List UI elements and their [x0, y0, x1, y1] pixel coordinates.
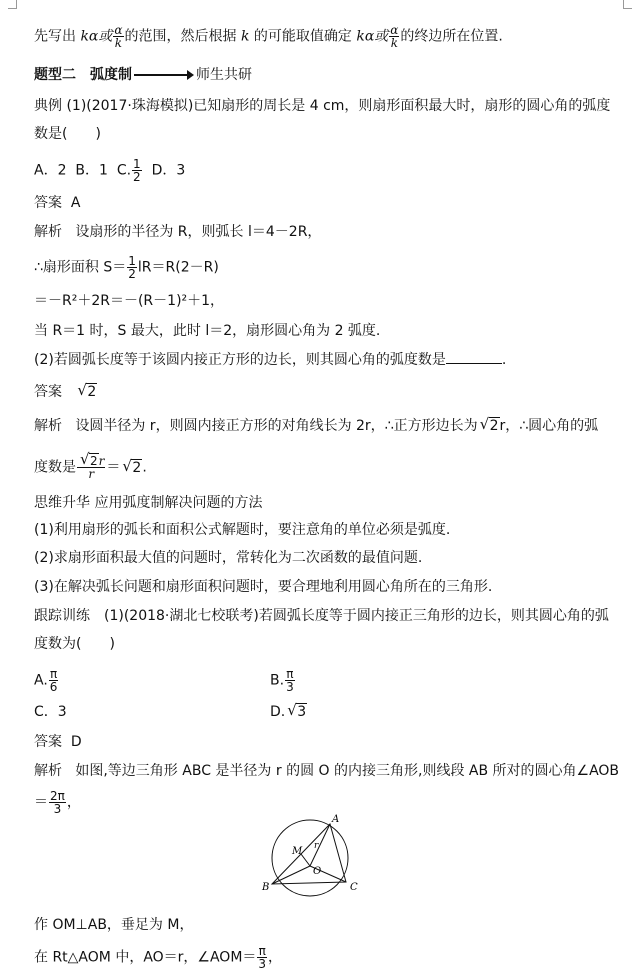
track-line-1	[34, 606, 609, 626]
text-span: (3)在解决弧长问题和扇形面积问题时，要合理地利用圆心角所在的三角形.	[34, 579, 493, 595]
example-line-2	[34, 124, 101, 144]
frac-den: 2	[128, 267, 136, 281]
text-span: ，	[268, 949, 283, 966]
text-span: 如图,等边三角形 ABC 是半径为 r 的圆 O 的内接三角形,则线段 AB 所对的圆心角∠AOB	[75, 763, 620, 779]
sqrt-expression	[122, 458, 142, 478]
fraction-2pi-3	[49, 790, 66, 815]
intro-line	[34, 24, 503, 49]
label: 解析	[34, 224, 62, 240]
radicand: 2	[489, 418, 499, 434]
frac-num: 1	[128, 254, 136, 268]
answer-value: A	[70, 195, 81, 211]
corner-mark-right	[623, 0, 632, 9]
think-3	[34, 577, 492, 597]
section-tag: 师生共研	[196, 67, 252, 83]
frac-den: 6	[49, 680, 58, 694]
example-line-1	[34, 96, 610, 116]
text-span: .	[501, 352, 507, 368]
label: 典例	[34, 98, 62, 114]
track-line-2	[34, 634, 115, 654]
text-span: kα或	[80, 28, 113, 45]
arrow-icon	[134, 74, 188, 76]
text-span: (2)若圆弧长度等于该圆内接正方形的边长，则其圆心角的弧度数是	[34, 352, 446, 368]
text-span: A.	[34, 672, 48, 689]
text-span: ，	[66, 794, 81, 811]
frac-den: 3	[53, 802, 62, 816]
fraction-half	[132, 158, 142, 183]
segment-mo	[301, 854, 310, 866]
section-title: 题型二 弧度制	[34, 67, 132, 83]
frac-num: 2π	[50, 789, 65, 803]
answer-value: D	[70, 734, 82, 750]
text-span: lR＝R(2－R)	[137, 259, 219, 276]
label: 答案	[34, 195, 62, 211]
radicand: 2	[90, 454, 98, 468]
think-1	[34, 520, 450, 540]
text-span: D.	[270, 704, 286, 720]
solution-8	[34, 790, 81, 815]
corner-mark-left	[8, 0, 17, 9]
label-m: M	[292, 846, 303, 857]
solution-7	[34, 761, 619, 781]
text-span: .	[142, 459, 147, 476]
text-span: 的可能取值确定	[249, 28, 357, 45]
radicand: 2	[87, 384, 97, 400]
think-2	[34, 548, 422, 568]
frac-den: r	[88, 467, 95, 481]
frac-num: π	[258, 944, 266, 958]
option-C	[34, 702, 67, 722]
text-span: 的范围，然后根据	[124, 28, 241, 45]
text-span: (1)(2017·珠海模拟)已知扇形的周长是 4 cm，则扇形面积最大时，扇形的圆心角的弧度	[66, 98, 611, 114]
text-span: B.	[270, 672, 285, 689]
fraction-pi-3-b	[257, 945, 267, 970]
solution-6	[34, 455, 147, 480]
frac-den: k	[114, 36, 123, 50]
frac-num: α	[390, 23, 399, 37]
text-span: ＝	[34, 794, 48, 811]
solution-2	[34, 255, 219, 280]
text-span: r	[98, 454, 105, 468]
option-d: D．3	[151, 162, 186, 179]
fraction-sqrt2r-over-r	[77, 455, 105, 480]
label-o: O	[313, 866, 322, 877]
sqrt-expression	[480, 416, 500, 436]
solution-5	[34, 416, 598, 436]
solution-1	[34, 222, 321, 242]
text-span: 度数是	[34, 459, 76, 476]
frac-num: α	[114, 23, 123, 37]
answer-2	[34, 382, 97, 402]
fraction-pi-3	[285, 668, 295, 693]
text-span: kα或	[356, 28, 389, 45]
frac-den: 2	[133, 170, 141, 184]
circle-triangle-figure	[250, 812, 370, 902]
segment-ao	[310, 824, 330, 866]
answer-3	[34, 732, 82, 752]
sqrt-expression	[77, 382, 97, 402]
frac-num: π	[286, 667, 294, 681]
circle	[272, 820, 348, 896]
solution-9	[34, 915, 193, 935]
sqrt-expression	[287, 702, 307, 722]
text-span: C．3	[34, 704, 67, 720]
text-span: ＝	[106, 459, 121, 476]
question-2	[34, 350, 506, 370]
text-span: r，∴圆心角的弧	[499, 418, 599, 434]
text-span: 先写出	[34, 28, 81, 45]
fraction-pi-6	[49, 668, 59, 693]
frac-den: 3	[286, 680, 294, 694]
text-span: 作 OM⊥AB，垂足为 M，	[34, 917, 194, 933]
label-c: C	[350, 882, 358, 893]
text-span: (1)利用扇形的弧长和面积公式解题时，要注意角的单位必须是弧度.	[34, 522, 451, 538]
label-b: B	[262, 882, 270, 893]
text-span: k	[240, 28, 250, 45]
label: 解析	[34, 418, 62, 434]
solution-4	[34, 321, 380, 341]
frac-num: π	[49, 667, 58, 681]
option-c: C.	[116, 162, 132, 179]
text-span: (2)求扇形面积最大值的问题时，常转化为二次函数的最值问题.	[34, 550, 423, 566]
text-span: ＝－R²＋2R＝－(R－1)²＋1，	[34, 293, 225, 309]
text-span: 的终边所在位置.	[400, 28, 503, 45]
solution-3	[34, 291, 224, 311]
label: 答案	[34, 384, 62, 400]
fraction-half-2	[127, 255, 137, 280]
radicand: 3	[297, 704, 307, 720]
text-span: 在 Rt△AOM 中，AO＝r，∠AOM＝	[34, 949, 257, 966]
text-span: 设扇形的半径为 R，则弧长 l＝4－2R，	[75, 224, 322, 240]
text-span: 当 R＝1 时，S 最大，此时 l＝2，扇形圆心角为 2 弧度.	[34, 323, 381, 339]
label: 答案	[34, 734, 62, 750]
options-line	[34, 158, 185, 183]
text-span: 设圆半径为 r，则圆内接正方形的对角线长为 2r，∴正方形边长为	[75, 418, 478, 434]
option-b: B．1	[75, 162, 108, 179]
option-B	[270, 668, 296, 693]
option-D	[270, 702, 307, 722]
text-span: 思维升华 应用弧度制解决问题的方法	[34, 495, 263, 511]
text-span: 跟踪训练 (1)(2018·湖北七校联考)若圆弧长度等于圆内接正三角形的边长，则其圆心角的弧	[34, 608, 609, 624]
option-a: A．2	[34, 162, 67, 179]
solution-10	[34, 945, 282, 970]
section-heading	[34, 65, 252, 85]
fraction-a-over-k-2	[389, 24, 399, 49]
frac-den: k	[390, 36, 398, 50]
text-span: ∴扇形面积 S＝	[34, 259, 127, 276]
radicand: 2	[132, 459, 142, 476]
answer-blank	[446, 351, 502, 364]
text-span: 度数为( )	[34, 636, 115, 652]
text-span: 数是( )	[34, 126, 101, 142]
label: 解析	[34, 763, 62, 779]
option-A	[34, 668, 59, 693]
sqrt-expression	[80, 455, 99, 467]
triangle-abc	[272, 824, 346, 884]
label-a: A	[332, 814, 340, 825]
fraction-a-over-k	[113, 24, 123, 49]
frac-den: 3	[258, 957, 267, 971]
segment-bo	[272, 866, 310, 884]
answer-1	[34, 193, 80, 213]
label-r: r	[314, 841, 319, 851]
think-title	[34, 493, 262, 513]
frac-num: 1	[133, 157, 141, 171]
